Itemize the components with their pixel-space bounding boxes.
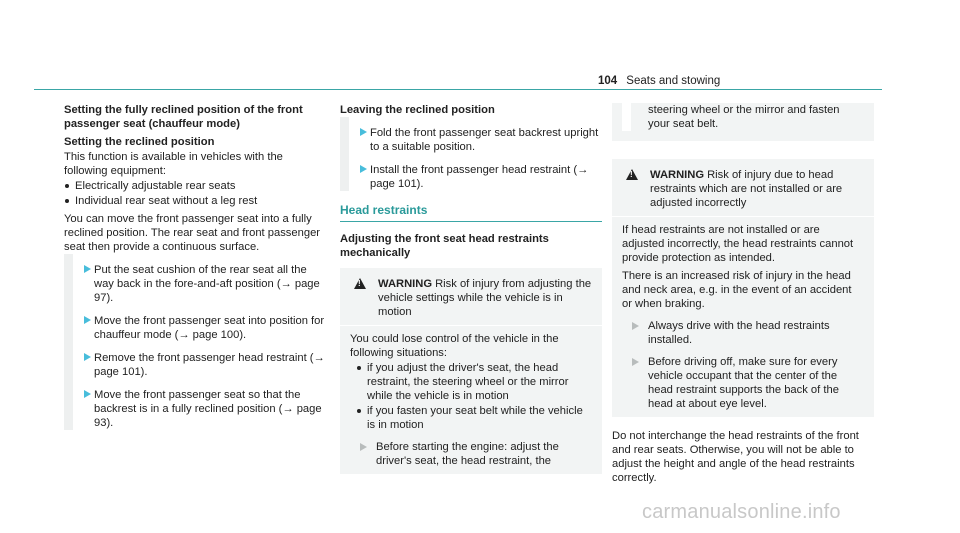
arrow-right-icon (632, 322, 639, 330)
page-header (598, 74, 720, 88)
watermark: carmanualsonline.info (642, 501, 841, 523)
step-text: steering wheel or the mirror and fasten your seat belt. (648, 104, 840, 130)
step-item (340, 126, 602, 154)
warning-paragraph: There is an increased risk of injury in the head and neck area, e.g. in the event of an accident or when braking. (622, 270, 852, 310)
heading-leaving-reclined: Leaving the reclined position (340, 104, 495, 116)
page-number: 104 (598, 75, 618, 87)
arrow-right-icon (84, 316, 91, 324)
step-item (340, 163, 602, 191)
header-divider (34, 89, 882, 90)
warning-header (340, 268, 602, 326)
list-item: Individual rear seat without a leg rest (64, 194, 326, 208)
step-item (622, 355, 864, 411)
warning-body (612, 217, 874, 417)
column-1 (64, 103, 326, 430)
warning-label: WARNING (378, 278, 433, 290)
step-bar (64, 379, 73, 430)
warning-box (612, 159, 874, 417)
step-bar (340, 154, 349, 191)
step-bar (64, 254, 73, 305)
section-heading-head-restraints: Head restraints (340, 203, 602, 222)
warning-header (612, 159, 874, 217)
arrow-right-icon (84, 265, 91, 273)
step-text: Always drive with the head restraints installed. (648, 320, 830, 346)
step-text: Before starting the engine: adjust the driver's seat, the head restraint, the (376, 441, 559, 467)
step-bar (64, 305, 73, 342)
warning-triangle-icon (354, 278, 366, 289)
column-2 (340, 103, 602, 474)
step-item (622, 319, 864, 347)
step-text: Put the seat cushion of the rear seat all the way back in the fore-and-aft position (→ page 97). (94, 264, 320, 304)
step-bar (622, 103, 631, 131)
warning-text: Risk of injury due to head restraints which are not installed or are adjusted incorrectly (650, 169, 843, 209)
column-3 (612, 103, 874, 489)
section-title: Seats and stowing (626, 75, 721, 87)
subheading-adjusting: Adjusting the front seat head restraints mechanically (340, 233, 549, 259)
arrow-right-icon (360, 165, 367, 173)
step-item (350, 440, 592, 468)
step-item (64, 263, 326, 305)
intro-text: This function is available in vehicles with the following equipment: (64, 151, 283, 177)
step-text: Fold the front passenger seat backrest upright to a suitable position. (370, 127, 599, 153)
step-text: Before driving off, make sure for every vehicle occupant that the center of the head restraint supports the back of the head at about eye level. (648, 356, 839, 410)
step-text: Move the front passenger seat so that the backrest is in a fully reclined position (→ page 93). (94, 389, 322, 429)
list-item: if you adjust the driver's seat, the head restraint, the steering wheel or the mirror while the vehicle is in motion (356, 361, 592, 403)
subheading-reclined: Setting the reclined position (64, 136, 215, 148)
arrow-right-icon (84, 390, 91, 398)
warning-box (340, 268, 602, 474)
paragraph: Do not interchange the head restraints of the front and rear seats. Otherwise, you will not be able to adjust the height and angle of the head restraints correctly. (612, 430, 859, 484)
step-item (64, 351, 326, 379)
arrow-right-icon (360, 443, 367, 451)
warning-intro: You could lose control of the vehicle in the following situations: (350, 333, 559, 359)
arrow-right-icon (632, 358, 639, 366)
step-bar (64, 342, 73, 379)
step-item (64, 314, 326, 342)
step-item (64, 388, 326, 430)
warning-triangle-icon (626, 169, 638, 180)
list-item: Electrically adjustable rear seats (64, 179, 326, 193)
warning-text: Risk of injury from adjusting the vehicle settings while the vehicle is in motion (378, 278, 592, 318)
step-text: Remove the front passenger head restraint (→ page 101). (94, 352, 325, 378)
heading-chauffeur-mode: Setting the fully reclined position of the front passenger seat (chauffeur mode) (64, 104, 303, 130)
arrow-right-icon (84, 353, 91, 361)
warning-paragraph: If head restraints are not installed or are adjusted incorrectly, the head restraints cannot provide protection as intended. (622, 224, 854, 264)
warning-label: WARNING (650, 169, 705, 181)
paragraph: You can move the front passenger seat into a fully reclined position. The rear seat and front passenger seat then provide a continuous surface. (64, 213, 321, 253)
step-text: Move the front passenger seat into position for chauffeur mode (→ page 100). (94, 315, 325, 341)
step-bar (340, 117, 349, 154)
step-text: Install the front passenger head restraint (→ page 101). (370, 164, 589, 190)
warning-body (340, 326, 602, 474)
list-item: if you fasten your seat belt while the vehicle is in motion (356, 404, 592, 432)
warning-continuation (612, 103, 874, 141)
arrow-right-icon (360, 128, 367, 136)
